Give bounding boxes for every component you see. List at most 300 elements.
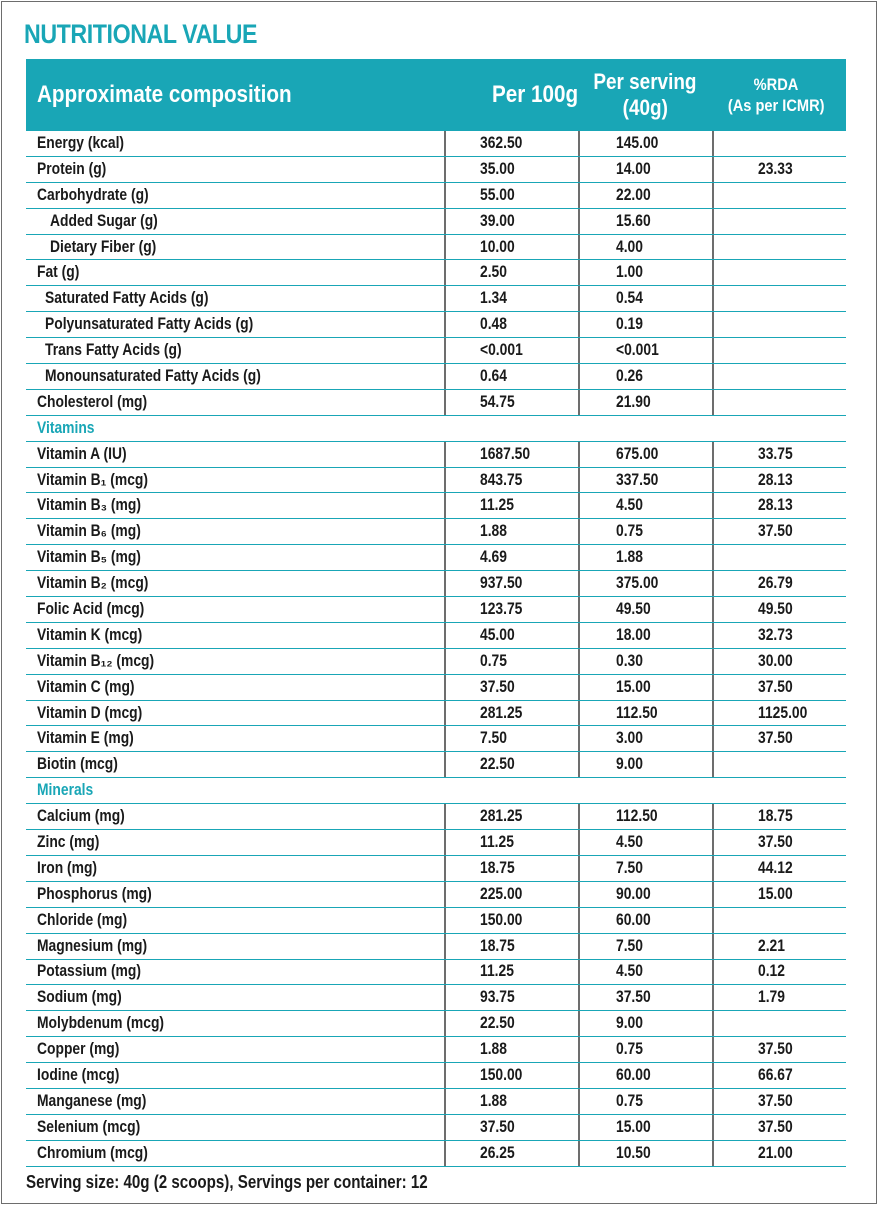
rda-value: 30.00 bbox=[758, 651, 793, 670]
per-100g-value: 150.00 bbox=[480, 1066, 523, 1084]
nutrient-name: Copper (mg) bbox=[37, 1040, 120, 1059]
column-divider bbox=[444, 701, 446, 726]
per-serving-value: 7.50 bbox=[616, 936, 643, 955]
per-serving-value: 22.00 bbox=[616, 185, 651, 204]
column-divider bbox=[444, 235, 446, 260]
column-divider bbox=[578, 856, 580, 881]
per-serving-value: 4.50 bbox=[616, 832, 643, 851]
column-divider bbox=[444, 364, 446, 389]
per-serving-value: 112.50 bbox=[616, 807, 658, 826]
per-100g-value: 22.50 bbox=[480, 1014, 515, 1033]
nutrient-name: Iodine (mcg) bbox=[37, 1066, 120, 1084]
per-serving-value: 15.00 bbox=[616, 677, 651, 696]
column-divider bbox=[712, 649, 714, 674]
column-divider bbox=[578, 1011, 580, 1036]
per-100g-value: 1.34 bbox=[480, 289, 507, 308]
column-divider bbox=[712, 752, 714, 777]
per-serving-value: 375.00 bbox=[616, 574, 659, 593]
nutrient-name: Energy (kcal) bbox=[37, 133, 125, 152]
table-row bbox=[26, 545, 846, 571]
column-divider bbox=[444, 675, 446, 700]
per-serving-value: 112.50 bbox=[616, 703, 658, 722]
column-divider bbox=[712, 1141, 714, 1166]
per-100g-value: 39.00 bbox=[480, 211, 515, 230]
per-serving-value: 4.50 bbox=[616, 496, 643, 515]
per-serving-value: 10.50 bbox=[616, 1143, 651, 1162]
rda-value: 21.00 bbox=[758, 1143, 793, 1162]
column-divider bbox=[444, 1063, 446, 1088]
per-serving-value: 90.00 bbox=[616, 884, 651, 903]
nutrient-name: Vitamin B₁ (mcg) bbox=[37, 470, 148, 489]
rda-value: 23.33 bbox=[758, 159, 793, 178]
table-row bbox=[26, 701, 846, 727]
per-serving-value: 4.50 bbox=[616, 962, 643, 981]
table-row bbox=[26, 752, 846, 778]
column-divider bbox=[444, 985, 446, 1010]
per-100g-value: 281.25 bbox=[480, 807, 523, 826]
serving-info: Serving size: 40g (2 scoops), Servings per container: 12 bbox=[26, 1172, 428, 1192]
column-divider bbox=[578, 726, 580, 751]
nutrient-name: Fat (g) bbox=[37, 263, 80, 282]
column-divider bbox=[712, 623, 714, 648]
nutrient-name: Phosphorus (mg) bbox=[37, 884, 152, 903]
per-100g-value: 11.25 bbox=[480, 832, 514, 851]
table-row bbox=[26, 468, 846, 494]
per-100g-value: 4.69 bbox=[480, 548, 507, 567]
column-divider bbox=[444, 882, 446, 907]
column-divider bbox=[712, 675, 714, 700]
per-serving-value: 0.26 bbox=[616, 366, 643, 385]
column-divider bbox=[578, 752, 580, 777]
nutrient-name: Saturated Fatty Acids (g) bbox=[45, 289, 209, 308]
nutrient-name: Potassium (mg) bbox=[37, 962, 141, 981]
column-divider bbox=[444, 908, 446, 933]
column-divider bbox=[444, 934, 446, 959]
column-divider bbox=[578, 1115, 580, 1140]
per-serving-value: 18.00 bbox=[616, 625, 651, 644]
nutrient-name: Monounsaturated Fatty Acids (g) bbox=[45, 366, 261, 385]
nutrient-name: Carbohydrate (g) bbox=[37, 185, 149, 204]
nutrient-name: Polyunsaturated Fatty Acids (g) bbox=[45, 315, 254, 334]
column-divider bbox=[712, 183, 714, 208]
header-per-100g: Per 100g bbox=[491, 81, 579, 108]
nutrient-name: Zinc (mg) bbox=[37, 832, 100, 851]
column-divider bbox=[712, 701, 714, 726]
nutrient-name: Biotin (mcg) bbox=[37, 755, 118, 774]
section-label: Minerals bbox=[37, 781, 94, 800]
column-divider bbox=[578, 1089, 580, 1114]
per-serving-value: 1.88 bbox=[616, 548, 643, 567]
column-divider bbox=[578, 131, 580, 156]
per-100g-value: 93.75 bbox=[480, 988, 515, 1007]
column-divider bbox=[444, 390, 446, 415]
column-divider bbox=[712, 1089, 714, 1114]
column-divider bbox=[578, 157, 580, 182]
nutrient-name: Vitamin C (mg) bbox=[37, 677, 135, 696]
column-divider bbox=[444, 1141, 446, 1166]
per-serving-value: 37.50 bbox=[616, 988, 651, 1007]
column-divider bbox=[712, 856, 714, 881]
nutrient-name: Chloride (mg) bbox=[37, 910, 128, 929]
column-divider bbox=[712, 1063, 714, 1088]
per-serving-value: 3.00 bbox=[616, 729, 643, 748]
table-row bbox=[26, 1141, 846, 1167]
per-serving-value: 7.50 bbox=[616, 858, 643, 877]
column-divider bbox=[578, 1063, 580, 1088]
per-serving-value: 49.50 bbox=[616, 599, 651, 618]
column-divider bbox=[712, 804, 714, 829]
per-100g-value: 123.75 bbox=[480, 599, 523, 618]
nutrient-name: Vitamin K (mcg) bbox=[37, 625, 143, 644]
per-serving-value: 675.00 bbox=[616, 444, 659, 463]
rda-value: 37.50 bbox=[758, 1091, 793, 1110]
rda-value: 26.79 bbox=[758, 574, 793, 593]
per-100g-value: 37.50 bbox=[480, 677, 515, 696]
section-heading-row bbox=[26, 778, 846, 804]
per-100g-value: 281.25 bbox=[480, 703, 523, 722]
table-row bbox=[26, 260, 846, 286]
per-100g-value: 1687.50 bbox=[480, 444, 531, 463]
per-100g-value: 937.50 bbox=[480, 574, 523, 593]
rda-value: 32.73 bbox=[758, 625, 793, 644]
nutrient-name: Selenium (mcg) bbox=[37, 1117, 141, 1136]
table-row bbox=[26, 493, 846, 519]
table-row bbox=[26, 209, 846, 235]
per-100g-value: 843.75 bbox=[480, 470, 523, 489]
table-row bbox=[26, 856, 846, 882]
nutrient-name: Sodium (mg) bbox=[37, 988, 122, 1007]
rda-value: 1.79 bbox=[758, 988, 785, 1007]
column-divider bbox=[578, 1141, 580, 1166]
per-serving-value: 9.00 bbox=[616, 755, 643, 774]
per-serving-value: 4.00 bbox=[616, 237, 643, 256]
column-divider bbox=[578, 183, 580, 208]
rda-value: 18.75 bbox=[758, 807, 793, 826]
column-divider bbox=[444, 183, 446, 208]
column-divider bbox=[444, 571, 446, 596]
per-serving-value: <0.001 bbox=[616, 341, 659, 360]
column-divider bbox=[712, 545, 714, 570]
per-100g-value: 35.00 bbox=[480, 159, 515, 178]
rda-value: 37.50 bbox=[758, 522, 793, 541]
column-divider bbox=[578, 985, 580, 1010]
per-serving-value: 9.00 bbox=[616, 1014, 643, 1033]
column-divider bbox=[444, 286, 446, 311]
nutrient-name: Protein (g) bbox=[37, 159, 107, 178]
column-divider bbox=[444, 468, 446, 493]
table-row bbox=[26, 338, 846, 364]
nutrient-name: Vitamin A (IU) bbox=[37, 444, 127, 463]
rda-value: 2.21 bbox=[758, 936, 785, 955]
column-divider bbox=[578, 934, 580, 959]
table-row bbox=[26, 1063, 846, 1089]
column-divider bbox=[578, 286, 580, 311]
column-divider bbox=[444, 209, 446, 234]
nutrient-name: Molybdenum (mcg) bbox=[37, 1014, 165, 1033]
column-divider bbox=[712, 338, 714, 363]
table-row bbox=[26, 364, 846, 390]
column-divider bbox=[578, 960, 580, 985]
rda-value: 66.67 bbox=[758, 1066, 793, 1084]
column-divider bbox=[578, 1037, 580, 1062]
column-divider bbox=[444, 1037, 446, 1062]
column-divider bbox=[578, 649, 580, 674]
per-serving-value: 15.00 bbox=[616, 1117, 651, 1136]
rda-value: 0.12 bbox=[758, 962, 785, 981]
per-100g-value: 1.88 bbox=[480, 1091, 507, 1110]
column-divider bbox=[444, 1089, 446, 1114]
table-row bbox=[26, 390, 846, 416]
column-divider bbox=[712, 934, 714, 959]
table-header bbox=[26, 59, 846, 131]
per-100g-value: 0.64 bbox=[480, 366, 507, 385]
per-100g-value: 0.75 bbox=[480, 651, 507, 670]
table-row bbox=[26, 235, 846, 261]
table-row bbox=[26, 519, 846, 545]
column-divider bbox=[712, 960, 714, 985]
rda-value: 49.50 bbox=[758, 599, 793, 618]
column-divider bbox=[444, 623, 446, 648]
per-100g-value: 54.75 bbox=[480, 392, 515, 411]
rda-value: 28.13 bbox=[758, 496, 793, 515]
section-heading-row bbox=[26, 416, 846, 442]
column-divider bbox=[578, 519, 580, 544]
column-divider bbox=[712, 312, 714, 337]
rda-value: 37.50 bbox=[758, 677, 793, 696]
column-divider bbox=[578, 830, 580, 855]
column-divider bbox=[578, 493, 580, 518]
nutrient-name: Dietary Fiber (g) bbox=[50, 237, 157, 256]
rda-value: 28.13 bbox=[758, 470, 793, 489]
column-divider bbox=[444, 493, 446, 518]
column-divider bbox=[712, 131, 714, 156]
column-divider bbox=[712, 1037, 714, 1062]
nutrient-name: Vitamin B₁₂ (mcg) bbox=[37, 651, 155, 670]
nutrient-name: Vitamin D (mcg) bbox=[37, 703, 143, 722]
nutrient-name: Vitamin B₃ (mg) bbox=[37, 496, 141, 515]
table-row bbox=[26, 804, 846, 830]
column-divider bbox=[444, 649, 446, 674]
column-divider bbox=[712, 260, 714, 285]
table-row bbox=[26, 726, 846, 752]
rda-value: 37.50 bbox=[758, 1040, 793, 1059]
nutrient-name: Vitamin B₅ (mg) bbox=[37, 548, 141, 567]
per-serving-value: 0.30 bbox=[616, 651, 643, 670]
per-100g-value: 225.00 bbox=[480, 884, 523, 903]
table-row bbox=[26, 571, 846, 597]
table-row bbox=[26, 183, 846, 209]
column-divider bbox=[578, 442, 580, 467]
table-row bbox=[26, 908, 846, 934]
table-row bbox=[26, 597, 846, 623]
nutrient-name: Vitamin B₂ (mcg) bbox=[37, 574, 149, 593]
table-row bbox=[26, 312, 846, 338]
column-divider bbox=[712, 882, 714, 907]
rda-value: 37.50 bbox=[758, 1117, 793, 1136]
rda-value: 33.75 bbox=[758, 444, 793, 463]
per-100g-value: 55.00 bbox=[480, 185, 515, 204]
column-divider bbox=[578, 390, 580, 415]
per-serving-value: 60.00 bbox=[616, 1066, 651, 1084]
column-divider bbox=[712, 364, 714, 389]
per-100g-value: 18.75 bbox=[480, 936, 515, 955]
per-100g-value: 10.00 bbox=[480, 237, 515, 256]
column-divider bbox=[578, 804, 580, 829]
column-divider bbox=[444, 856, 446, 881]
table-row bbox=[26, 131, 846, 157]
column-divider bbox=[444, 726, 446, 751]
rda-value: 44.12 bbox=[758, 858, 793, 877]
nutrition-table bbox=[26, 131, 846, 1167]
per-100g-value: 150.00 bbox=[480, 910, 523, 929]
column-divider bbox=[712, 209, 714, 234]
per-100g-value: 26.25 bbox=[480, 1143, 515, 1162]
table-row bbox=[26, 623, 846, 649]
per-100g-value: <0.001 bbox=[480, 341, 523, 360]
column-divider bbox=[444, 442, 446, 467]
column-divider bbox=[444, 260, 446, 285]
column-divider bbox=[712, 908, 714, 933]
per-serving-value: 14.00 bbox=[616, 159, 651, 178]
column-divider bbox=[712, 235, 714, 260]
column-divider bbox=[712, 519, 714, 544]
nutrient-name: Chromium (mcg) bbox=[37, 1143, 148, 1162]
column-divider bbox=[578, 623, 580, 648]
rda-value: 37.50 bbox=[758, 729, 793, 748]
per-100g-value: 0.48 bbox=[480, 315, 507, 334]
per-serving-value: 337.50 bbox=[616, 470, 659, 489]
table-row bbox=[26, 830, 846, 856]
column-divider bbox=[444, 830, 446, 855]
column-divider bbox=[712, 571, 714, 596]
per-serving-value: 0.75 bbox=[616, 522, 643, 541]
column-divider bbox=[444, 131, 446, 156]
per-serving-value: 21.90 bbox=[616, 392, 651, 411]
per-100g-value: 1.88 bbox=[480, 522, 507, 541]
column-divider bbox=[578, 882, 580, 907]
column-divider bbox=[444, 338, 446, 363]
per-100g-value: 7.50 bbox=[480, 729, 507, 748]
per-serving-value: 15.60 bbox=[616, 211, 651, 230]
per-100g-value: 22.50 bbox=[480, 755, 515, 774]
table-row bbox=[26, 1089, 846, 1115]
column-divider bbox=[712, 493, 714, 518]
nutrient-name: Cholesterol (mg) bbox=[37, 392, 148, 411]
table-row bbox=[26, 675, 846, 701]
table-row bbox=[26, 442, 846, 468]
column-divider bbox=[444, 312, 446, 337]
column-divider bbox=[444, 545, 446, 570]
column-divider bbox=[712, 597, 714, 622]
table-row bbox=[26, 286, 846, 312]
table-row bbox=[26, 1115, 846, 1141]
column-divider bbox=[578, 908, 580, 933]
table-row bbox=[26, 960, 846, 986]
rda-value: 1125.00 bbox=[758, 703, 808, 722]
column-divider bbox=[712, 985, 714, 1010]
column-divider bbox=[444, 1115, 446, 1140]
table-row bbox=[26, 649, 846, 675]
column-divider bbox=[578, 468, 580, 493]
per-serving-value: 0.54 bbox=[616, 289, 643, 308]
per-serving-value: 60.00 bbox=[616, 910, 651, 929]
per-100g-value: 18.75 bbox=[480, 858, 515, 877]
column-divider bbox=[444, 960, 446, 985]
per-serving-value: 0.75 bbox=[616, 1040, 643, 1059]
column-divider bbox=[578, 235, 580, 260]
table-row bbox=[26, 934, 846, 960]
column-divider bbox=[444, 1011, 446, 1036]
nutrient-name: Manganese (mg) bbox=[37, 1091, 147, 1110]
header-per-serving: Per serving (40g) bbox=[593, 69, 697, 120]
column-divider bbox=[578, 597, 580, 622]
per-100g-value: 45.00 bbox=[480, 625, 515, 644]
column-divider bbox=[712, 286, 714, 311]
nutrient-name: Trans Fatty Acids (g) bbox=[45, 341, 182, 360]
nutrient-name: Added Sugar (g) bbox=[50, 211, 158, 230]
column-divider bbox=[712, 830, 714, 855]
nutrient-name: Iron (mg) bbox=[37, 858, 98, 877]
table-row bbox=[26, 1011, 846, 1037]
column-divider bbox=[578, 364, 580, 389]
table-row bbox=[26, 985, 846, 1011]
table-row bbox=[26, 1037, 846, 1063]
table-row bbox=[26, 882, 846, 908]
column-divider bbox=[578, 260, 580, 285]
per-serving-value: 145.00 bbox=[616, 133, 659, 152]
nutrient-name: Folic Acid (mcg) bbox=[37, 599, 145, 618]
header-composition: Approximate composition bbox=[37, 81, 292, 108]
column-divider bbox=[578, 701, 580, 726]
nutrient-name: Vitamin B₆ (mg) bbox=[37, 522, 141, 541]
table-row bbox=[26, 157, 846, 183]
column-divider bbox=[444, 597, 446, 622]
nutrient-name: Vitamin E (mg) bbox=[37, 729, 134, 748]
column-divider bbox=[578, 338, 580, 363]
header-rda: %RDA (As per ICMR) bbox=[727, 75, 825, 115]
column-divider bbox=[712, 1011, 714, 1036]
column-divider bbox=[444, 157, 446, 182]
column-divider bbox=[578, 545, 580, 570]
column-divider bbox=[444, 752, 446, 777]
column-divider bbox=[712, 390, 714, 415]
nutrient-name: Magnesium (mg) bbox=[37, 936, 148, 955]
column-divider bbox=[712, 726, 714, 751]
column-divider bbox=[712, 442, 714, 467]
rda-value: 15.00 bbox=[758, 884, 793, 903]
column-divider bbox=[712, 468, 714, 493]
column-divider bbox=[712, 157, 714, 182]
rda-value: 37.50 bbox=[758, 832, 793, 851]
column-divider bbox=[578, 571, 580, 596]
page-title: NUTRITIONAL VALUE bbox=[24, 19, 258, 49]
per-100g-value: 11.25 bbox=[480, 496, 514, 515]
nutrient-name: Calcium (mg) bbox=[37, 807, 125, 826]
per-100g-value: 1.88 bbox=[480, 1040, 507, 1059]
column-divider bbox=[444, 519, 446, 544]
per-serving-value: 0.19 bbox=[616, 315, 643, 334]
per-serving-value: 0.75 bbox=[616, 1091, 643, 1110]
per-100g-value: 11.25 bbox=[480, 962, 514, 981]
column-divider bbox=[712, 1115, 714, 1140]
section-label: Vitamins bbox=[37, 418, 95, 437]
per-serving-value: 1.00 bbox=[616, 263, 643, 282]
column-divider bbox=[578, 312, 580, 337]
column-divider bbox=[578, 209, 580, 234]
per-100g-value: 37.50 bbox=[480, 1117, 515, 1136]
per-100g-value: 362.50 bbox=[480, 133, 523, 152]
per-100g-value: 2.50 bbox=[480, 263, 507, 282]
